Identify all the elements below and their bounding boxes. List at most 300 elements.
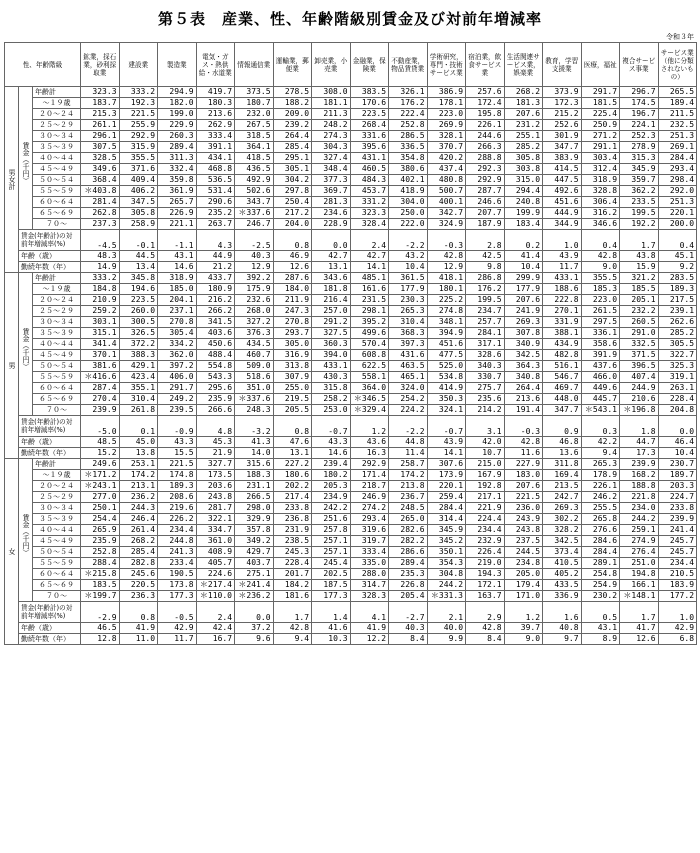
- table-header-row: [5, 43, 697, 87]
- wage-value: 205.5: [273, 405, 312, 416]
- wage-value: 203.3: [658, 481, 697, 492]
- tenure-value: 8.4: [466, 634, 505, 645]
- wage-value: 234.4: [658, 558, 697, 569]
- wage-value: 224.2: [389, 405, 428, 416]
- wage-value: 265.3: [389, 306, 428, 317]
- wage-value: 430.3: [312, 372, 351, 383]
- wage-value: 554.8: [196, 361, 235, 372]
- wage-value: 215.0: [466, 459, 505, 470]
- wage-value: 332.4: [158, 164, 197, 175]
- wage-value: 239.9: [658, 514, 697, 525]
- wage-value: 173.8: [158, 580, 197, 591]
- wage-value: 172.1: [466, 580, 505, 591]
- wage-value: 269.3: [543, 503, 582, 514]
- wage-group-label: 賃金（千円）: [19, 284, 33, 416]
- table-row: [5, 634, 697, 645]
- wage-value: 303.1: [81, 317, 120, 328]
- wage-value: 245.6: [119, 569, 158, 580]
- wage-value: 265.9: [81, 525, 120, 536]
- wage-value: 298.1: [350, 306, 389, 317]
- wage-value: 444.9: [543, 208, 582, 219]
- wage-value: 234.4: [466, 525, 505, 536]
- wage-value: 371.5: [620, 350, 659, 361]
- wage-value: 174.2: [119, 470, 158, 481]
- wage-value: 227.2: [273, 459, 312, 470]
- wage-value: 192.2: [620, 219, 659, 230]
- rate-value: -0.1: [119, 230, 158, 251]
- agev-value: 47.6: [273, 437, 312, 448]
- wage-value: 383.5: [350, 87, 389, 98]
- wage-value: 231.5: [350, 295, 389, 306]
- wage-value: 253.0: [312, 405, 351, 416]
- wage-value: 210.9: [81, 295, 120, 306]
- wage-value: ＊543.1: [581, 405, 620, 416]
- wage-value: 268.2: [504, 87, 543, 98]
- wage-value: 328.6: [466, 350, 505, 361]
- table-row: [5, 120, 697, 131]
- agev-label: 年齢（歳）: [19, 623, 81, 634]
- wage-value: 431.1: [350, 153, 389, 164]
- wage-value: 167.9: [466, 470, 505, 481]
- agev-value: 43.8: [620, 251, 659, 262]
- wage-value: 319.6: [350, 525, 389, 536]
- wage-value: 418.1: [427, 273, 466, 284]
- table-row: [5, 131, 697, 142]
- tenure-value: 12.9: [427, 262, 466, 273]
- wage-value: 177.9: [504, 284, 543, 295]
- wage-value: 219.0: [466, 558, 505, 569]
- wage-value: 239.5: [158, 405, 197, 416]
- wage-value: 226.1: [466, 120, 505, 131]
- wage-value: 235.2: [196, 208, 235, 219]
- wage-value: 310.4: [389, 317, 428, 328]
- wage-value: ＊110.0: [196, 591, 235, 602]
- wage-value: 190.5: [158, 569, 197, 580]
- wage-value: 177.9: [389, 284, 428, 295]
- wage-value: 218.7: [350, 481, 389, 492]
- tenure-value: 13.6: [543, 448, 582, 459]
- wage-value: 301.9: [543, 131, 582, 142]
- agev-value: 42.5: [466, 251, 505, 262]
- age-group-label: ３５～３９: [33, 514, 81, 525]
- wage-value: 405.7: [196, 558, 235, 569]
- wage-value: 281.4: [81, 197, 120, 208]
- tenure-value: 12.8: [81, 634, 120, 645]
- wage-value: 329.9: [235, 514, 274, 525]
- age-group-label: ６０～６４: [33, 197, 81, 208]
- wage-value: 388.3: [119, 350, 158, 361]
- wage-value: 264.4: [504, 383, 543, 394]
- wage-value: 345.2: [427, 536, 466, 547]
- wage-value: 232.0: [235, 109, 274, 120]
- wage-value: 314.7: [350, 580, 389, 591]
- wage-value: 235.9: [81, 536, 120, 547]
- wage-value: 431.6: [389, 350, 428, 361]
- wage-value: 295.6: [196, 383, 235, 394]
- wage-value: 241.3: [158, 547, 197, 558]
- wage-value: 318.9: [581, 175, 620, 186]
- tenure-value: 13.4: [119, 262, 158, 273]
- wage-value: 237.3: [81, 219, 120, 230]
- wage-value: 492.6: [543, 186, 582, 197]
- wage-value: 340.8: [504, 372, 543, 383]
- wage-value: 291.7: [158, 383, 197, 394]
- wage-value: 308.0: [312, 87, 351, 98]
- table-row: [5, 481, 697, 492]
- tenure-value: 9.8: [466, 262, 505, 273]
- wage-value: 174.2: [389, 470, 428, 481]
- wage-value: 303.8: [504, 164, 543, 175]
- wage-value: 177.3: [312, 591, 351, 602]
- wage-value: 213.6: [196, 109, 235, 120]
- table-row: [5, 273, 697, 284]
- wage-value: 307.5: [81, 142, 120, 153]
- wage-value: 171.0: [504, 591, 543, 602]
- table-row: [5, 98, 697, 109]
- wage-value: 250.9: [581, 120, 620, 131]
- table-row: [5, 394, 697, 405]
- rate-value: 3.1: [466, 416, 505, 437]
- wage-value: 319.7: [350, 536, 389, 547]
- wage-value: 297.8: [273, 186, 312, 197]
- wage-value: 286.6: [389, 547, 428, 558]
- agev-value: 44.9: [196, 251, 235, 262]
- wage-value: 322.7: [658, 350, 697, 361]
- wage-value: 247.3: [273, 306, 312, 317]
- tenure-value: 9.4: [581, 448, 620, 459]
- wage-value: 336.5: [389, 142, 428, 153]
- wage-value: 450.6: [196, 339, 235, 350]
- table-row: [5, 197, 697, 208]
- age-group-label: ５５～５９: [33, 372, 81, 383]
- tenure-value: 11.0: [119, 634, 158, 645]
- tenure-value: 15.5: [158, 448, 197, 459]
- wage-value: 216.4: [312, 295, 351, 306]
- wage-value: 209.0: [273, 109, 312, 120]
- wage-value: ＊199.7: [81, 591, 120, 602]
- wage-group-label: 賃金（千円）: [19, 470, 33, 602]
- wage-value: 241.4: [658, 525, 697, 536]
- wage-value: 202.5: [312, 569, 351, 580]
- wage-value: 246.6: [466, 197, 505, 208]
- age-group-label: ６５～６９: [33, 208, 81, 219]
- tenure-value: 10.4: [658, 448, 697, 459]
- wage-value: 178.1: [427, 98, 466, 109]
- wage-value: 264.4: [273, 131, 312, 142]
- table-row: [5, 558, 697, 569]
- table-row: [5, 580, 697, 591]
- wage-value: 276.6: [581, 525, 620, 536]
- wage-value: 296.1: [81, 131, 120, 142]
- wage-value: 325.3: [658, 361, 697, 372]
- wage-value: 315.9: [119, 142, 158, 153]
- age-group-label: ２０～２４: [33, 109, 81, 120]
- wage-value: 226.1: [581, 481, 620, 492]
- rate-value: -2.2: [389, 230, 428, 251]
- wage-value: 234.7: [466, 306, 505, 317]
- wage-value: 224.6: [196, 569, 235, 580]
- wage-value: 210.6: [620, 394, 659, 405]
- wage-value: 189.3: [658, 284, 697, 295]
- rate-value: -2.9: [81, 602, 120, 623]
- tenure-value: 10.3: [312, 634, 351, 645]
- wage-value: 388.1: [543, 328, 582, 339]
- wage-value: 326.1: [389, 87, 428, 98]
- wage-group-label: 賃金（千円）: [19, 98, 33, 230]
- wage-value: 448.0: [543, 394, 582, 405]
- wage-value: 231.1: [235, 481, 274, 492]
- rate-value: 4.1: [350, 602, 389, 623]
- wage-value: 328.4: [350, 219, 389, 230]
- wage-value: 310.4: [119, 394, 158, 405]
- tenure-value: 14.1: [350, 262, 389, 273]
- agev-value: 42.7: [350, 251, 389, 262]
- wage-value: 163.7: [466, 591, 505, 602]
- table-row: [5, 262, 697, 273]
- wage-value: 199.9: [504, 208, 543, 219]
- wage-value: 192.3: [119, 98, 158, 109]
- wage-value: 477.5: [427, 350, 466, 361]
- wage-value: 318.9: [158, 273, 197, 284]
- industry-header: 電気・ガス・熱供給・水道業: [196, 43, 235, 87]
- age-group-label: ４０～４４: [33, 153, 81, 164]
- wage-value: 418.5: [235, 153, 274, 164]
- rate-value: 0.8: [119, 602, 158, 623]
- wage-value: 340.3: [466, 361, 505, 372]
- wage-value: 328.1: [427, 131, 466, 142]
- wage-value: 228.4: [273, 558, 312, 569]
- tenure-value: 13.1: [273, 448, 312, 459]
- wage-value: 369.7: [312, 186, 351, 197]
- rate-value: -0.3: [504, 416, 543, 437]
- wage-value: 216.2: [196, 295, 235, 306]
- age-group-label: ３０～３４: [33, 503, 81, 514]
- agev-value: 46.4: [658, 437, 697, 448]
- table-row: [5, 623, 697, 634]
- rate-value: 0.1: [119, 416, 158, 437]
- wage-value: 263.7: [196, 219, 235, 230]
- wage-value: 180.2: [312, 470, 351, 481]
- industry-header: 学術研究，専門・技術サービス業: [427, 43, 466, 87]
- wage-value: 357.8: [235, 525, 274, 536]
- industry-header: 建設業: [119, 43, 158, 87]
- wage-value: 234.4: [158, 525, 197, 536]
- table-row: [5, 251, 697, 262]
- agev-value: 44.8: [389, 437, 428, 448]
- wage-value: 288.0: [350, 569, 389, 580]
- wage-value: 355.1: [119, 383, 158, 394]
- wage-value: 331.2: [350, 197, 389, 208]
- wage-value: 274.3: [312, 131, 351, 142]
- wage-value: 239.9: [81, 405, 120, 416]
- age-group-label: ４５～４９: [33, 164, 81, 175]
- agev-value: 41.3: [235, 437, 274, 448]
- wage-value: 182.0: [158, 98, 197, 109]
- wage-value: 289.1: [581, 558, 620, 569]
- wage-value: 437.4: [427, 164, 466, 175]
- rate-value: -0.3: [427, 230, 466, 251]
- wage-value: 223.0: [581, 295, 620, 306]
- wage-value: 274.9: [620, 536, 659, 547]
- wage-value: 250.1: [81, 503, 120, 514]
- age-group-label: ５５～５９: [33, 186, 81, 197]
- wage-value: 270.8: [158, 317, 197, 328]
- rate-value: 1.7: [620, 602, 659, 623]
- wage-value: 328.2: [543, 525, 582, 536]
- wage-value: 296.7: [620, 87, 659, 98]
- wage-value: 221.5: [158, 459, 197, 470]
- wage-value: 221.1: [158, 219, 197, 230]
- industry-header: 不動産業，物品賃貸業: [389, 43, 428, 87]
- wage-value: ＊236.2: [235, 591, 274, 602]
- wage-value: 324.9: [427, 219, 466, 230]
- agev-label: 年齢（歳）: [19, 437, 81, 448]
- wage-value: 237.1: [158, 306, 197, 317]
- rate-value: -0.9: [158, 416, 197, 437]
- age-group-label: ７０～: [33, 219, 81, 230]
- wage-value: 207.6: [504, 109, 543, 120]
- table-row: [5, 284, 697, 295]
- table-row: [5, 383, 697, 394]
- agev-value: 43.9: [543, 251, 582, 262]
- wage-value: 292.0: [658, 186, 697, 197]
- wage-value: 169.4: [543, 470, 582, 481]
- wage-value: 275.1: [235, 569, 274, 580]
- wage-value: 307.9: [273, 372, 312, 383]
- wage-value: 335.0: [350, 558, 389, 569]
- rate-value: -2.7: [389, 602, 428, 623]
- table-row: [5, 317, 697, 328]
- wage-value: 288.8: [466, 153, 505, 164]
- tenure-value: 9.0: [581, 262, 620, 273]
- table-row: [5, 295, 697, 306]
- age-group-label: 年齢計: [33, 87, 81, 98]
- rate-value: 0.5: [581, 602, 620, 623]
- wage-value: 214.2: [466, 405, 505, 416]
- agev-value: 44.5: [119, 251, 158, 262]
- wage-value: 224.4: [466, 514, 505, 525]
- table-row: [5, 350, 697, 361]
- wage-value: 219.6: [158, 503, 197, 514]
- wage-value: 232.6: [235, 295, 274, 306]
- wage-value: 328.5: [81, 153, 120, 164]
- wage-value: 236.7: [389, 492, 428, 503]
- wage-value: 525.0: [427, 361, 466, 372]
- wage-value: 224.1: [620, 120, 659, 131]
- wage-value: 323.3: [81, 87, 120, 98]
- rate-value: 0.8: [273, 416, 312, 437]
- table-row: [5, 164, 697, 175]
- wage-value: 321.2: [620, 273, 659, 284]
- wage-value: 195.8: [466, 109, 505, 120]
- wage-value: 252.3: [620, 131, 659, 142]
- table-row: [5, 109, 697, 120]
- wage-value: 168.2: [620, 470, 659, 481]
- agev-value: 43.6: [350, 437, 389, 448]
- group-spacer: [19, 273, 33, 284]
- wage-value: 166.1: [620, 580, 659, 591]
- wage-value: 316.2: [581, 208, 620, 219]
- wage-value: 284.4: [427, 503, 466, 514]
- wage-value: 344.9: [543, 219, 582, 230]
- wage-value: 429.7: [235, 547, 274, 558]
- rate-value: 0.3: [581, 416, 620, 437]
- wage-value: 244.8: [158, 536, 197, 547]
- wage-value: 376.3: [235, 328, 274, 339]
- wage-value: 199.5: [466, 295, 505, 306]
- wage-value: 433.5: [543, 580, 582, 591]
- wage-value: 386.9: [427, 87, 466, 98]
- tenure-value: 8.4: [389, 634, 428, 645]
- age-group-label: ５０～５４: [33, 547, 81, 558]
- wage-value: 257.6: [466, 87, 505, 98]
- agev-value: 43.3: [312, 437, 351, 448]
- wage-value: ＊196.8: [620, 405, 659, 416]
- wage-value: 223.5: [350, 109, 389, 120]
- wage-value: ＊337.6: [235, 208, 274, 219]
- wage-value: 570.4: [350, 339, 389, 350]
- wage-value: 463.5: [389, 361, 428, 372]
- wage-value: 220.1: [658, 208, 697, 219]
- wage-value: 257.8: [312, 525, 351, 536]
- wage-value: 248.3: [235, 405, 274, 416]
- age-group-label: ７０～: [33, 405, 81, 416]
- table-row: [5, 591, 697, 602]
- wage-value: 449.6: [581, 383, 620, 394]
- wage-value: 316.9: [273, 350, 312, 361]
- wage-value: 292.9: [119, 131, 158, 142]
- wage-value: 409.4: [119, 175, 158, 186]
- wage-value: 358.6: [581, 339, 620, 350]
- wage-value: 318.5: [235, 131, 274, 142]
- wage-value: 287.6: [273, 273, 312, 284]
- wage-value: 433.1: [312, 361, 351, 372]
- wage-value: 177.3: [158, 591, 197, 602]
- age-group-label: ～１９歳: [33, 98, 81, 109]
- wage-value: 204.0: [273, 219, 312, 230]
- wage-value: 210.5: [658, 569, 697, 580]
- table-row: [5, 208, 697, 219]
- wage-value: 222.8: [543, 295, 582, 306]
- wage-value: 250.0: [389, 208, 428, 219]
- wage-value: 350.3: [427, 394, 466, 405]
- agev-value: 43.9: [427, 437, 466, 448]
- agev-value: 41.4: [504, 251, 543, 262]
- wage-value: ＊217.4: [196, 580, 235, 591]
- rate-value: -1.1: [158, 230, 197, 251]
- rate-value: 0.0: [235, 602, 274, 623]
- table-row: [5, 492, 697, 503]
- wage-value: 261.5: [581, 306, 620, 317]
- wage-value: 246.4: [119, 514, 158, 525]
- wage-value: 204.1: [158, 295, 197, 306]
- wage-value: 317.1: [466, 339, 505, 350]
- agev-value: 41.7: [620, 623, 659, 634]
- rate-value: -4.5: [81, 230, 120, 251]
- wage-value: 251.3: [658, 131, 697, 142]
- wage-value: 488.4: [196, 350, 235, 361]
- wage-value: 284.4: [658, 153, 697, 164]
- wage-value: 224.7: [658, 492, 697, 503]
- wage-value: 269.1: [658, 142, 697, 153]
- wage-value: 257.0: [312, 306, 351, 317]
- wage-value: 350.1: [427, 547, 466, 558]
- wage-value: 231.2: [504, 120, 543, 131]
- wage-value: 286.5: [389, 131, 428, 142]
- wage-value: 289.4: [389, 558, 428, 569]
- wage-value: 266.3: [466, 142, 505, 153]
- section-label: 女: [5, 459, 19, 645]
